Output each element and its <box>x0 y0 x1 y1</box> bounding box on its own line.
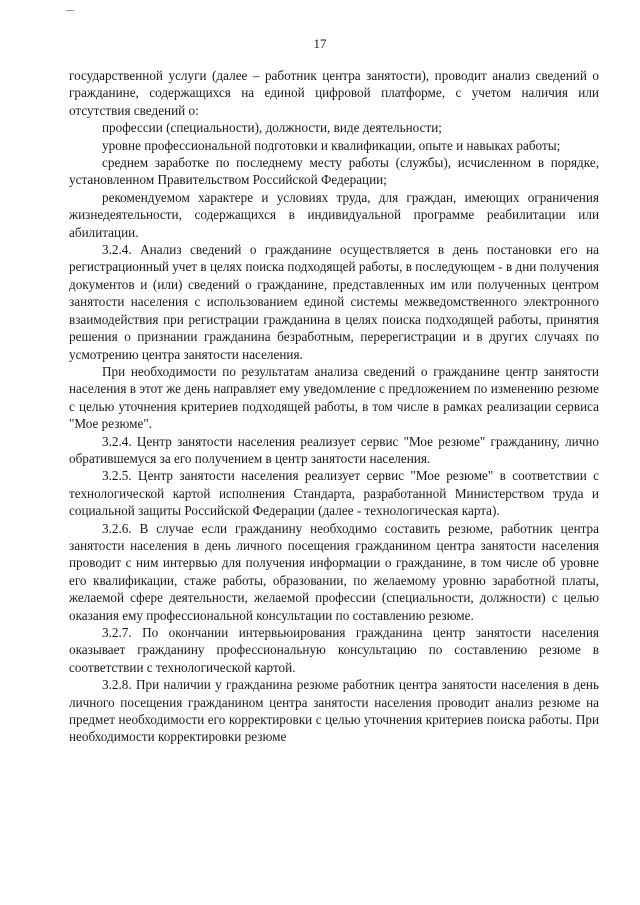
page-number: 17 <box>313 36 327 51</box>
paragraph-3-2-5: 3.2.5. Центр занятости населения реализует сервис "Мое резюме" в соответствии с технологической картой исполнения Стандарта, разработанной Министерством труда и социальной защиты Российской Федерации (далее - технологическая карта). <box>69 468 599 519</box>
document-body <box>69 67 599 746</box>
paragraph-3-2-4-service: 3.2.4. Центр занятости населения реализует сервис "Мое резюме" гражданину, лично обратившемуся за его получением в центр занятости населения. <box>69 433 599 466</box>
paragraph-3-2-8: 3.2.8. При наличии у гражданина резюме работник центра занятости населения в день личного посещения гражданином центра занятости населения проводит анализ резюме на предмет необходимости его корректировки с целью уточнения критериев поиска работы. При необходимости корректировки резюме <box>69 677 599 745</box>
paragraph-3-2-4-analysis: 3.2.4. Анализ сведений о гражданине осуществляется в день постановки его на регистрационный учет в целях поиска подходящей работы, в последующем - в дни получения документов и (или) сведений о гражданине, представленных им или полученных центром занятости населения с использованием единой системы межведомственного электронного взаимодействия при регистрации гражданина в целях поиска подходящей работы, принятия решения о признании гражданина безработным, перерегистрации и в других случаях по усмотрению центра занятости населения. <box>69 242 599 362</box>
paragraph-notification: При необходимости по результатам анализа сведений о гражданине центр занятости населения в этот же день направляет ему уведомление с предложением по изменению резюме с целью уточнения критериев подходящей работы, в том числе в рамках реализации сервиса "Мое резюме". <box>69 363 599 432</box>
scan-mark <box>66 10 74 11</box>
paragraph-list-item-qualification: уровне профессиональной подготовки и квалификации, опыте и навыках работы; <box>102 137 561 153</box>
paragraph-list-item-profession: профессии (специальности), должности, виде деятельности; <box>102 120 442 136</box>
paragraph-list-item-salary: среднем заработке по последнему месту работы (службы), исчисленном в порядке, установленном Правительством Российской Федерации; <box>69 155 599 188</box>
paragraph-3-2-6: 3.2.6. В случае если гражданину необходимо составить резюме, работник центра занятости населения в день личного посещения гражданином центра занятости населения проводит с ним интервью для получения информации о гражданине, в том числе об уровне его квалификации, стаже работы, образовании, по желаемому уровню заработной платы, желаемой сфере деятельности, желаемой профессии (специальности, должности) с целью оказания ему профессиональной консультации по составлению резюме. <box>69 520 599 623</box>
paragraph-list-item-conditions: рекомендуемом характере и условиях труда, для граждан, имеющих ограничения жизнедеятельности, содержащихся в индивидуальной программе реабилитации или абилитации. <box>69 189 599 240</box>
paragraph-3-2-7: 3.2.7. По окончании интервьюирования гражданина центр занятости населения оказывает гражданину профессиональную консультацию по составлению резюме в соответствии с технологической картой. <box>69 625 599 675</box>
paragraph-continuation: государственной услуги (далее – работник центра занятости), проводит анализ сведений о гражданине, содержащихся на единой цифровой платформе, с учетом наличия или отсутствия сведений о: <box>69 68 599 118</box>
